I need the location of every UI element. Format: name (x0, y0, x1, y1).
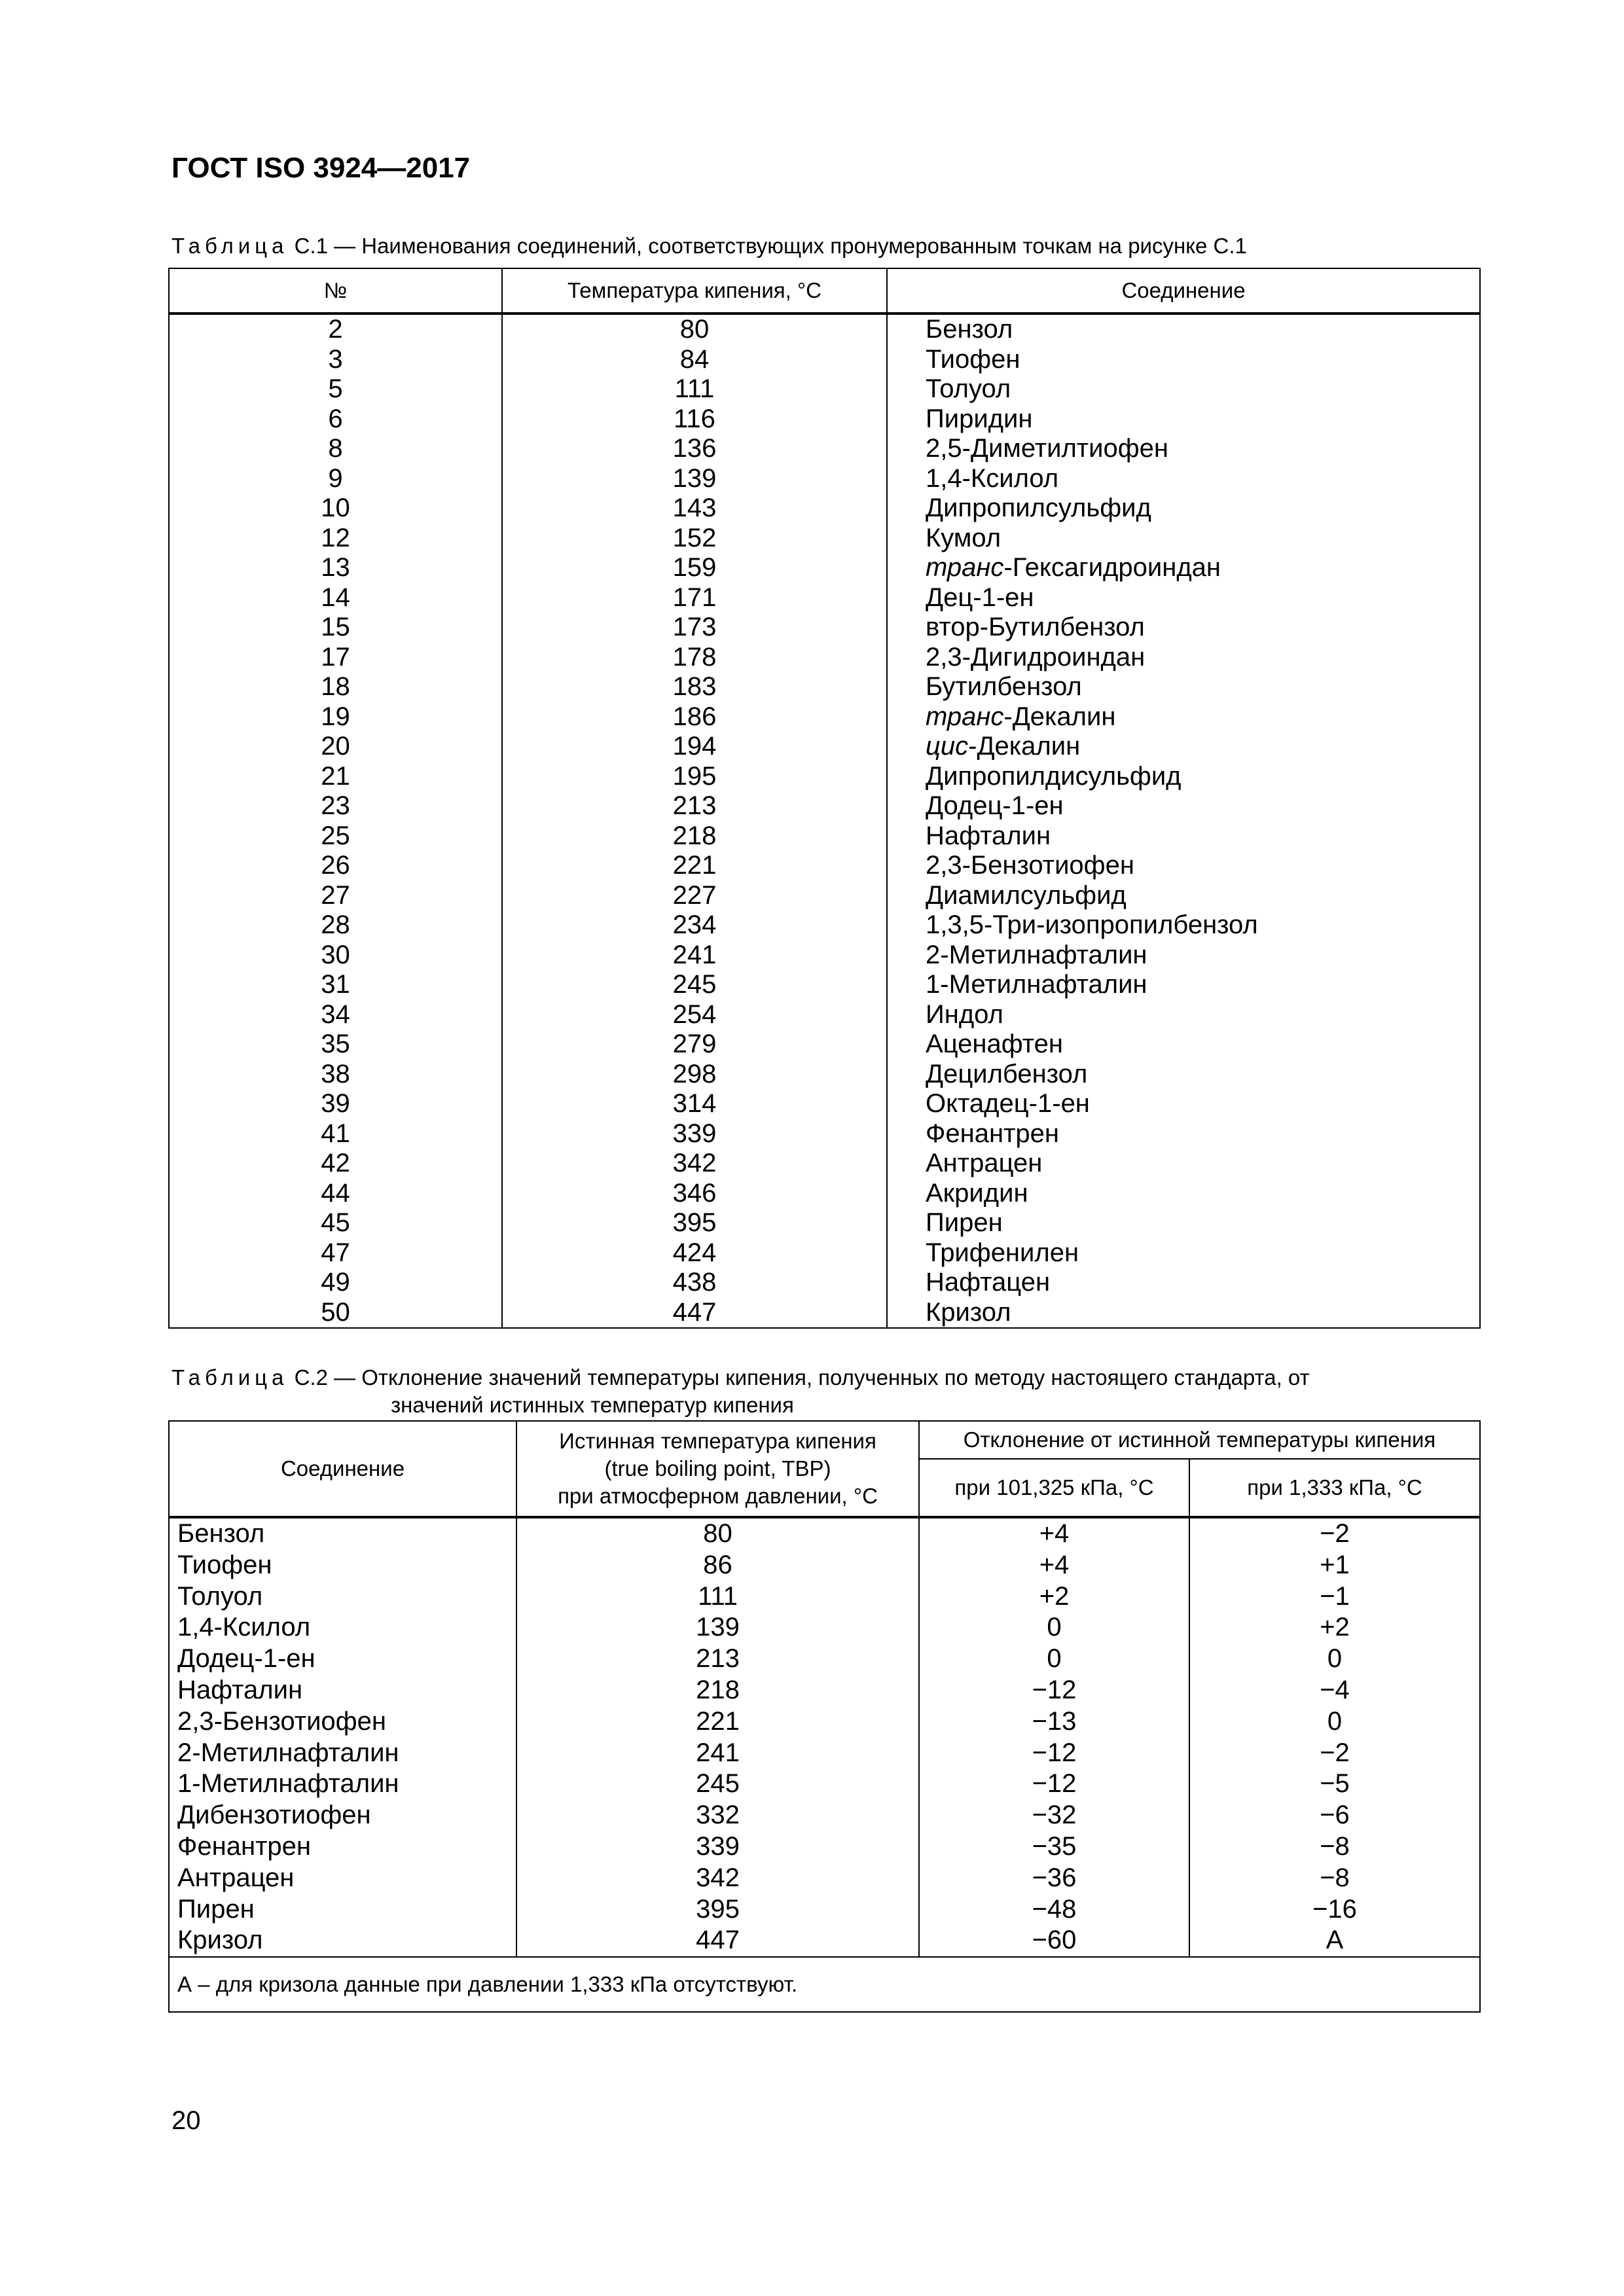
deviation-1333: +2 (1189, 1612, 1480, 1643)
compound-name-cell (887, 881, 1480, 911)
compound-name-cell (887, 643, 1480, 673)
table-row (169, 1089, 1480, 1119)
boiling-temperature: 221 (502, 851, 887, 881)
compound-number: 45 (169, 1208, 502, 1238)
boiling-temperature: 245 (502, 970, 887, 1000)
compound-name: Толуол (926, 374, 1011, 403)
table-row (169, 702, 1480, 732)
compound-name: Децилбензол (926, 1059, 1088, 1088)
compound-name-cell (887, 524, 1480, 554)
tbp-value: 395 (516, 1894, 919, 1926)
table2-col-tbp-line3: при атмосферном давлении, °С (558, 1484, 878, 1508)
isomer-prefix: цис (926, 732, 969, 761)
table-row (169, 881, 1480, 911)
table-row (169, 1738, 1480, 1769)
compound-name-cell (887, 851, 1480, 881)
deviation-1333: −8 (1189, 1863, 1480, 1894)
deviation-101: 0 (919, 1643, 1189, 1675)
compound-name: Нафталин (169, 1675, 516, 1706)
deviation-101: −48 (919, 1894, 1189, 1926)
table2-header-row-1 (169, 1421, 1480, 1459)
boiling-temperature: 173 (502, 613, 887, 643)
table-row (169, 1550, 1480, 1581)
table-row (169, 1800, 1480, 1831)
table2-caption-line2: значений истинных температур кипения (391, 1393, 794, 1417)
compound-name-cell (887, 672, 1480, 702)
compound-name: Дец-1-ен (926, 583, 1034, 612)
table-row (169, 1238, 1480, 1268)
table2-col-dev-1333: при 1,333 кПа, °С (1189, 1459, 1480, 1517)
table-row (169, 1517, 1480, 1550)
table-row (169, 583, 1480, 613)
tbp-value: 139 (516, 1612, 919, 1643)
compound-name: -Декалин (968, 732, 1081, 761)
table2-col-tbp-line2: (true boiling point, TBP) (604, 1456, 831, 1480)
compound-name: Пирен (926, 1208, 1003, 1237)
boiling-temperature: 159 (502, 553, 887, 583)
boiling-temperature: 298 (502, 1060, 887, 1090)
table1-header-row (169, 268, 1480, 314)
deviation-101: +4 (919, 1550, 1189, 1581)
boiling-temperature: 84 (502, 345, 887, 375)
compound-number: 27 (169, 881, 502, 911)
table-row (169, 970, 1480, 1000)
tbp-value: 241 (516, 1738, 919, 1769)
deviation-101: −13 (919, 1706, 1189, 1738)
table-row (169, 345, 1480, 375)
compound-name: Кризол (169, 1925, 516, 1957)
compound-name: Кумол (926, 523, 1001, 552)
table2-col-dev-101: при 101,325 кПа, °С (919, 1459, 1189, 1517)
table2-col-deviation: Отклонение от истинной температуры кипения (919, 1421, 1480, 1459)
boiling-temperature: 339 (502, 1119, 887, 1149)
compound-name-cell (887, 1119, 1480, 1149)
deviation-101: +4 (919, 1517, 1189, 1550)
table1-col-number: № (169, 268, 502, 314)
compound-name-cell (887, 821, 1480, 852)
table2-caption-line1: С.2 — Отклонение значений температуры кипения, полученных по методу настоящего стандарта, от (294, 1365, 1310, 1390)
deviation-1333: −6 (1189, 1800, 1480, 1831)
table-row (169, 1179, 1480, 1209)
compound-name: 1,4-Ксилол (169, 1612, 516, 1643)
compound-name-cell (887, 434, 1480, 464)
compound-number: 17 (169, 643, 502, 673)
compound-number: 47 (169, 1238, 502, 1268)
compound-name: Бензол (926, 315, 1013, 344)
compound-number: 50 (169, 1298, 502, 1329)
compound-name-cell (887, 1060, 1480, 1090)
compound-number: 13 (169, 553, 502, 583)
table-row (169, 910, 1480, 941)
document-header: ГОСТ ISO 3924—2017 (171, 152, 471, 184)
compound-name: Нафталин (926, 821, 1051, 850)
compound-number: 19 (169, 702, 502, 732)
table2-label: Таблица (171, 1365, 289, 1390)
deviation-1333: А (1189, 1925, 1480, 1957)
compound-name-cell (887, 613, 1480, 643)
compound-name-cell (887, 404, 1480, 435)
compound-number: 39 (169, 1089, 502, 1119)
deviation-1333: −8 (1189, 1831, 1480, 1863)
table-row (169, 1060, 1480, 1090)
table2-note-row (169, 1957, 1480, 2012)
tbp-value: 221 (516, 1706, 919, 1738)
boiling-temperature: 314 (502, 1089, 887, 1119)
boiling-temperature: 183 (502, 672, 887, 702)
boiling-temperature: 143 (502, 493, 887, 524)
compound-number: 14 (169, 583, 502, 613)
boiling-temperature: 241 (502, 941, 887, 971)
compound-name: Диамилсульфид (926, 880, 1127, 910)
compound-name-cell (887, 970, 1480, 1000)
deviation-101: −12 (919, 1738, 1189, 1769)
compound-number: 3 (169, 345, 502, 375)
compound-name: 2-Метилнафталин (926, 940, 1147, 969)
compound-name: 1,3,5-Три-изопропилбензол (926, 910, 1258, 939)
deviation-1333: −5 (1189, 1768, 1480, 1800)
compound-name: 1-Метилнафталин (926, 970, 1147, 999)
table2-note: А – для кризола данные при давлении 1,333 кПа отсутствуют. (169, 1957, 1480, 2012)
table1-col-temperature: Температура кипения, °С (502, 268, 887, 314)
table-row (169, 1894, 1480, 1926)
compound-number: 6 (169, 404, 502, 435)
compound-number: 26 (169, 851, 502, 881)
compound-name: Додец-1-ен (169, 1643, 516, 1675)
compound-name: втор-Бутилбензол (926, 613, 1145, 641)
boiling-temperature: 424 (502, 1238, 887, 1268)
tbp-value: 332 (516, 1800, 919, 1831)
table-row (169, 672, 1480, 702)
compound-name: Антрацен (169, 1863, 516, 1894)
compound-name-cell (887, 1000, 1480, 1030)
compound-number: 30 (169, 941, 502, 971)
table-row (169, 374, 1480, 404)
deviation-101: −12 (919, 1768, 1189, 1800)
table-row (169, 821, 1480, 852)
isomer-prefix: транс (926, 702, 1004, 731)
compound-name: Антрацен (926, 1149, 1043, 1177)
compound-name-cell (887, 345, 1480, 375)
table-row (169, 434, 1480, 464)
compound-name: 2,3-Дигидроиндан (926, 642, 1146, 672)
compound-name-cell (887, 314, 1480, 345)
boiling-temperature: 342 (502, 1149, 887, 1179)
table-row (169, 1643, 1480, 1675)
compound-name-cell (887, 791, 1480, 821)
compound-name-cell (887, 1208, 1480, 1238)
compound-name: -Гексагидроиндан (1003, 553, 1221, 582)
boiling-temperature: 80 (502, 314, 887, 345)
compound-name: Тиофен (926, 344, 1020, 374)
compound-name: Акридин (926, 1178, 1028, 1208)
compound-name: 1-Метилнафталин (169, 1768, 516, 1800)
tbp-value: 213 (516, 1643, 919, 1675)
tbp-value: 218 (516, 1675, 919, 1706)
deviation-101: −12 (919, 1675, 1189, 1706)
compound-name-cell (887, 910, 1480, 941)
deviation-1333: −2 (1189, 1517, 1480, 1550)
compound-number: 9 (169, 464, 502, 494)
compound-number: 34 (169, 1000, 502, 1030)
table-row (169, 732, 1480, 762)
table-c1 (168, 268, 1481, 1329)
table-row (169, 1208, 1480, 1238)
table-row (169, 1030, 1480, 1060)
tbp-value: 80 (516, 1517, 919, 1550)
table-row (169, 1268, 1480, 1298)
boiling-temperature: 447 (502, 1298, 887, 1329)
deviation-1333: −4 (1189, 1675, 1480, 1706)
table-row (169, 851, 1480, 881)
compound-name: 2,3-Бензотиофен (169, 1706, 516, 1738)
compound-name: Аценафтен (926, 1030, 1063, 1058)
table-row (169, 1612, 1480, 1643)
compound-number: 35 (169, 1030, 502, 1060)
isomer-prefix: транс (926, 553, 1004, 582)
compound-number: 2 (169, 314, 502, 345)
table-row (169, 941, 1480, 971)
deviation-101: +2 (919, 1581, 1189, 1613)
boiling-temperature: 346 (502, 1179, 887, 1209)
deviation-101: 0 (919, 1612, 1189, 1643)
deviation-1333: −1 (1189, 1581, 1480, 1613)
compound-name-cell (887, 1030, 1480, 1060)
table-row (169, 1863, 1480, 1894)
table-row (169, 1675, 1480, 1706)
table2-col-compound: Соединение (169, 1421, 516, 1517)
compound-name: 1,4-Ксилол (926, 463, 1059, 493)
deviation-1333: +1 (1189, 1550, 1480, 1581)
compound-number: 44 (169, 1179, 502, 1209)
deviation-1333: −16 (1189, 1894, 1480, 1926)
compound-number: 20 (169, 732, 502, 762)
compound-name: Фенантрен (169, 1831, 516, 1863)
compound-name: Пирен (169, 1894, 516, 1926)
compound-number: 25 (169, 821, 502, 852)
table-row (169, 524, 1480, 554)
table-row (169, 314, 1480, 345)
compound-number: 18 (169, 672, 502, 702)
table-row (169, 1298, 1480, 1329)
deviation-1333: 0 (1189, 1706, 1480, 1738)
table1-label: Таблица (171, 234, 289, 258)
compound-name: Тиофен (169, 1550, 516, 1581)
table-row (169, 762, 1480, 792)
compound-number: 12 (169, 524, 502, 554)
compound-number: 5 (169, 374, 502, 404)
table2-caption (171, 1363, 1310, 1392)
boiling-temperature: 171 (502, 583, 887, 613)
compound-name-cell (887, 1298, 1480, 1329)
compound-name: 2-Метилнафталин (169, 1738, 516, 1769)
boiling-temperature: 218 (502, 821, 887, 852)
boiling-temperature: 136 (502, 434, 887, 464)
compound-name-cell (887, 702, 1480, 732)
table-row (169, 493, 1480, 524)
table-row (169, 464, 1480, 494)
table2-col-tbp-line1: Истинная температура кипения (559, 1429, 876, 1453)
boiling-temperature: 213 (502, 791, 887, 821)
compound-name: Нафтацен (926, 1268, 1051, 1297)
compound-name-cell (887, 1238, 1480, 1268)
boiling-temperature: 186 (502, 702, 887, 732)
compound-name: Фенантрен (926, 1119, 1059, 1148)
table-row (169, 553, 1480, 583)
boiling-temperature: 254 (502, 1000, 887, 1030)
compound-number: 41 (169, 1119, 502, 1149)
compound-name-cell (887, 941, 1480, 971)
compound-name: Бутилбензол (926, 672, 1082, 701)
tbp-value: 339 (516, 1831, 919, 1863)
boiling-temperature: 234 (502, 910, 887, 941)
compound-name-cell (887, 553, 1480, 583)
table-row (169, 1581, 1480, 1613)
compound-name: 2,3-Бензотиофен (926, 851, 1134, 880)
compound-number: 42 (169, 1149, 502, 1179)
compound-number: 8 (169, 434, 502, 464)
table-row (169, 613, 1480, 643)
boiling-temperature: 194 (502, 732, 887, 762)
table-row (169, 1000, 1480, 1030)
compound-name: Трифенилен (926, 1238, 1079, 1267)
deviation-1333: −2 (1189, 1738, 1480, 1769)
table1-caption-text: С.1 — Наименования соединений, соответствующих пронумерованным точкам на рисунке С.1 (294, 234, 1247, 258)
boiling-temperature: 111 (502, 374, 887, 404)
compound-name: Дибензотиофен (169, 1800, 516, 1831)
boiling-temperature: 178 (502, 643, 887, 673)
compound-name-cell (887, 493, 1480, 524)
table1-caption (171, 232, 1247, 260)
compound-name-cell (887, 464, 1480, 494)
table-row (169, 1149, 1480, 1179)
boiling-temperature: 152 (502, 524, 887, 554)
tbp-value: 111 (516, 1581, 919, 1613)
compound-name-cell (887, 1149, 1480, 1179)
boiling-temperature: 195 (502, 762, 887, 792)
compound-number: 31 (169, 970, 502, 1000)
boiling-temperature: 438 (502, 1268, 887, 1298)
table-row (169, 1925, 1480, 1957)
boiling-temperature: 116 (502, 404, 887, 435)
table-row (169, 643, 1480, 673)
deviation-101: −35 (919, 1831, 1189, 1863)
compound-name: Кризол (926, 1297, 1011, 1327)
deviation-101: −60 (919, 1925, 1189, 1957)
deviation-1333: 0 (1189, 1643, 1480, 1675)
compound-number: 21 (169, 762, 502, 792)
compound-name: Бензол (169, 1517, 516, 1550)
boiling-temperature: 227 (502, 881, 887, 911)
table1-col-compound: Соединение (887, 268, 1480, 314)
table-row (169, 1119, 1480, 1149)
compound-name: Толуол (169, 1581, 516, 1613)
compound-name-cell (887, 583, 1480, 613)
compound-name-cell (887, 1179, 1480, 1209)
boiling-temperature: 139 (502, 464, 887, 494)
compound-name: Дипропилдисульфид (926, 761, 1182, 791)
tbp-value: 447 (516, 1925, 919, 1957)
compound-number: 10 (169, 493, 502, 524)
boiling-temperature: 395 (502, 1208, 887, 1238)
compound-name: 2,5-Диметилтиофен (926, 434, 1168, 463)
compound-number: 49 (169, 1268, 502, 1298)
compound-name-cell (887, 1089, 1480, 1119)
compound-number: 38 (169, 1060, 502, 1090)
table-row (169, 1706, 1480, 1738)
compound-name-cell (887, 732, 1480, 762)
compound-number: 28 (169, 910, 502, 941)
compound-number: 23 (169, 791, 502, 821)
table-row (169, 1768, 1480, 1800)
table-row (169, 404, 1480, 435)
compound-name-cell (887, 374, 1480, 404)
deviation-101: −36 (919, 1863, 1189, 1894)
compound-name-cell (887, 762, 1480, 792)
compound-number: 15 (169, 613, 502, 643)
compound-name: Индол (926, 999, 1003, 1029)
compound-name: Пиридин (926, 404, 1033, 433)
compound-name-cell (887, 1268, 1480, 1298)
tbp-value: 342 (516, 1863, 919, 1894)
page-number: 20 (171, 2106, 201, 2135)
table-c2 (168, 1420, 1481, 2013)
table-row (169, 1831, 1480, 1863)
table2-col-tbp (516, 1421, 919, 1517)
deviation-101: −32 (919, 1800, 1189, 1831)
tbp-value: 86 (516, 1550, 919, 1581)
compound-name: Дипропилсульфид (926, 493, 1151, 522)
boiling-temperature: 279 (502, 1030, 887, 1060)
compound-name: -Декалин (1003, 702, 1116, 731)
compound-name: Октадец-1-ен (926, 1089, 1090, 1118)
compound-name: Додец-1-ен (926, 791, 1064, 820)
table-row (169, 791, 1480, 821)
tbp-value: 245 (516, 1768, 919, 1800)
